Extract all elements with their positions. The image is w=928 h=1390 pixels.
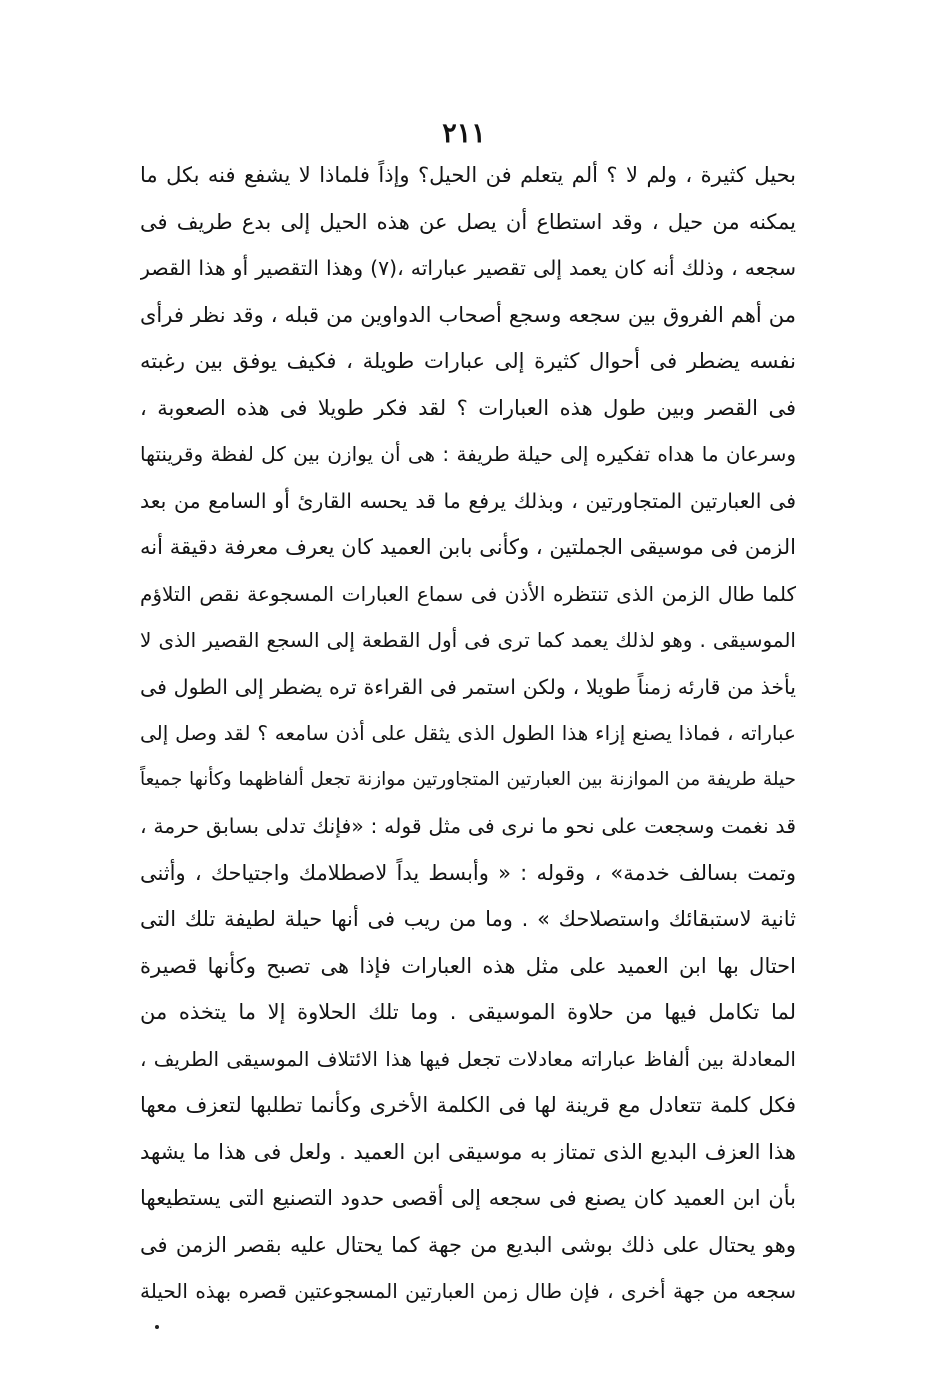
text-line: وتمت بسالف خدمة» ، وقوله : « وأبسط يداً لاصطلامك واجتياحك ، وأثنى: [140, 860, 796, 885]
text-line: من أهم الفروق بين سجعه وسجع أصحاب الدواوين من قبله ، وقد نظر فرأى: [140, 302, 796, 327]
body-text: [140, 152, 796, 1315]
text-line: بأن ابن العميد كان يصنع فى سجعه إلى أقصى حدود التصنيع التى يستطيعها: [140, 1186, 796, 1210]
text-line: المعادلة بين ألفاظ عباراته معادلات تجعل فيها هذا الائتلاف الموسيقى الطريف ،: [140, 1046, 796, 1071]
text-line: يمكنه من حيل ، وقد استطاع أن يصل عن هذه الحيل إلى بدع طريف فى: [140, 209, 796, 234]
text-line: الموسيقى . وهو لذلك يعمد كما ترى فى أول القطعة إلى السجع القصير الذى لا: [140, 628, 796, 652]
page-number: ٢١١: [442, 118, 486, 149]
text-line: حيلة طريفة من الموازنة بين العبارتين المتجاورتين موازنة تجعل ألفاظهما وكأنها جميعاً: [140, 768, 796, 790]
text-line: الزمن فى موسيقى الجملتين ، وكأنى بابن العميد كان يعرف معرفة دقيقة أنه: [140, 535, 796, 559]
text-line: وهو يحتال على ذلك بوشى البديع من جهة كما يحتال عليه بقصر الزمن فى: [140, 1232, 796, 1257]
text-line: يأخذ من قارئه زمناً طويلا ، ولكن استمر فى القراءة تره يضطر إلى الطول فى: [140, 674, 796, 699]
text-line: فى العبارتين المتجاورتين ، وبذلك يرفع ما قد يحسه القارئ أو السامع من بعد: [140, 488, 796, 513]
text-line: سجعه من جهة أخرى ، فإن طال زمن العبارتين المسجوعتين قصره بهذه الحيلة: [140, 1279, 796, 1303]
text-line: فى القصر وبين طول هذه العبارات ؟ لقد فكر طويلا فى هذه الصعوبة ،: [140, 395, 796, 420]
text-line: هذا العزف البديع الذى تمتاز به موسيقى ابن العميد . ولعل فى هذا ما يشهد: [140, 1139, 796, 1164]
text-line: قد نغمت وسجعت على نحو ما نرى فى مثل قوله : «فإنك تدلى بسابق حرمة ،: [140, 814, 796, 838]
text-line: بحيل كثيرة ، ولم لا ؟ ألم يتعلم فن الحيل؟ وإذاً فلماذا لا يشفع فنه بكل ما: [140, 163, 796, 187]
text-line: عباراته ، فماذا يصنع إزاء هذا الطول الذى يثقل على أذن سامعه ؟ لقد وصل إلى: [140, 721, 796, 745]
text-line: فكل كلمة تتعادل مع قرينة لها فى الكلمة الأخرى وكأنما تطلبها لتعزف معها: [140, 1093, 796, 1117]
text-line: احتال بها ابن العميد على مثل هذه العبارات فإذا هى تصبح وكأنها قصيرة: [140, 953, 796, 978]
text-line: وسرعان ما هداه تفكيره إلى حيلة طريفة : هى أن يوازن بين كل لفظة وقرينتها: [140, 442, 796, 466]
text-line: لما تكامل فيها من حلاوة الموسيقى . وما تلك الحلاوة إلا ما يتخذه من: [140, 1000, 796, 1024]
text-line: سجعه ، وذلك أنه كان يعمد إلى تقصير عباراته ،(٧) وهذا التقصير أو هذا القصر: [140, 256, 796, 280]
text-line: نفسه يضطر فى أحوال كثيرة إلى عبارات طويلة ، فكيف يوفق بين رغبته: [140, 349, 796, 373]
stray-dot-mark: [155, 1325, 159, 1329]
text-line: ثانية لاستبقائك واستصلاحك » . وما من ريب فى أنها حيلة لطيفة تلك التى: [140, 907, 796, 931]
text-line: كلما طال الزمن الذى تنتظره الأذن فى سماع العبارات المسجوعة نقص التلاؤم: [140, 581, 796, 606]
